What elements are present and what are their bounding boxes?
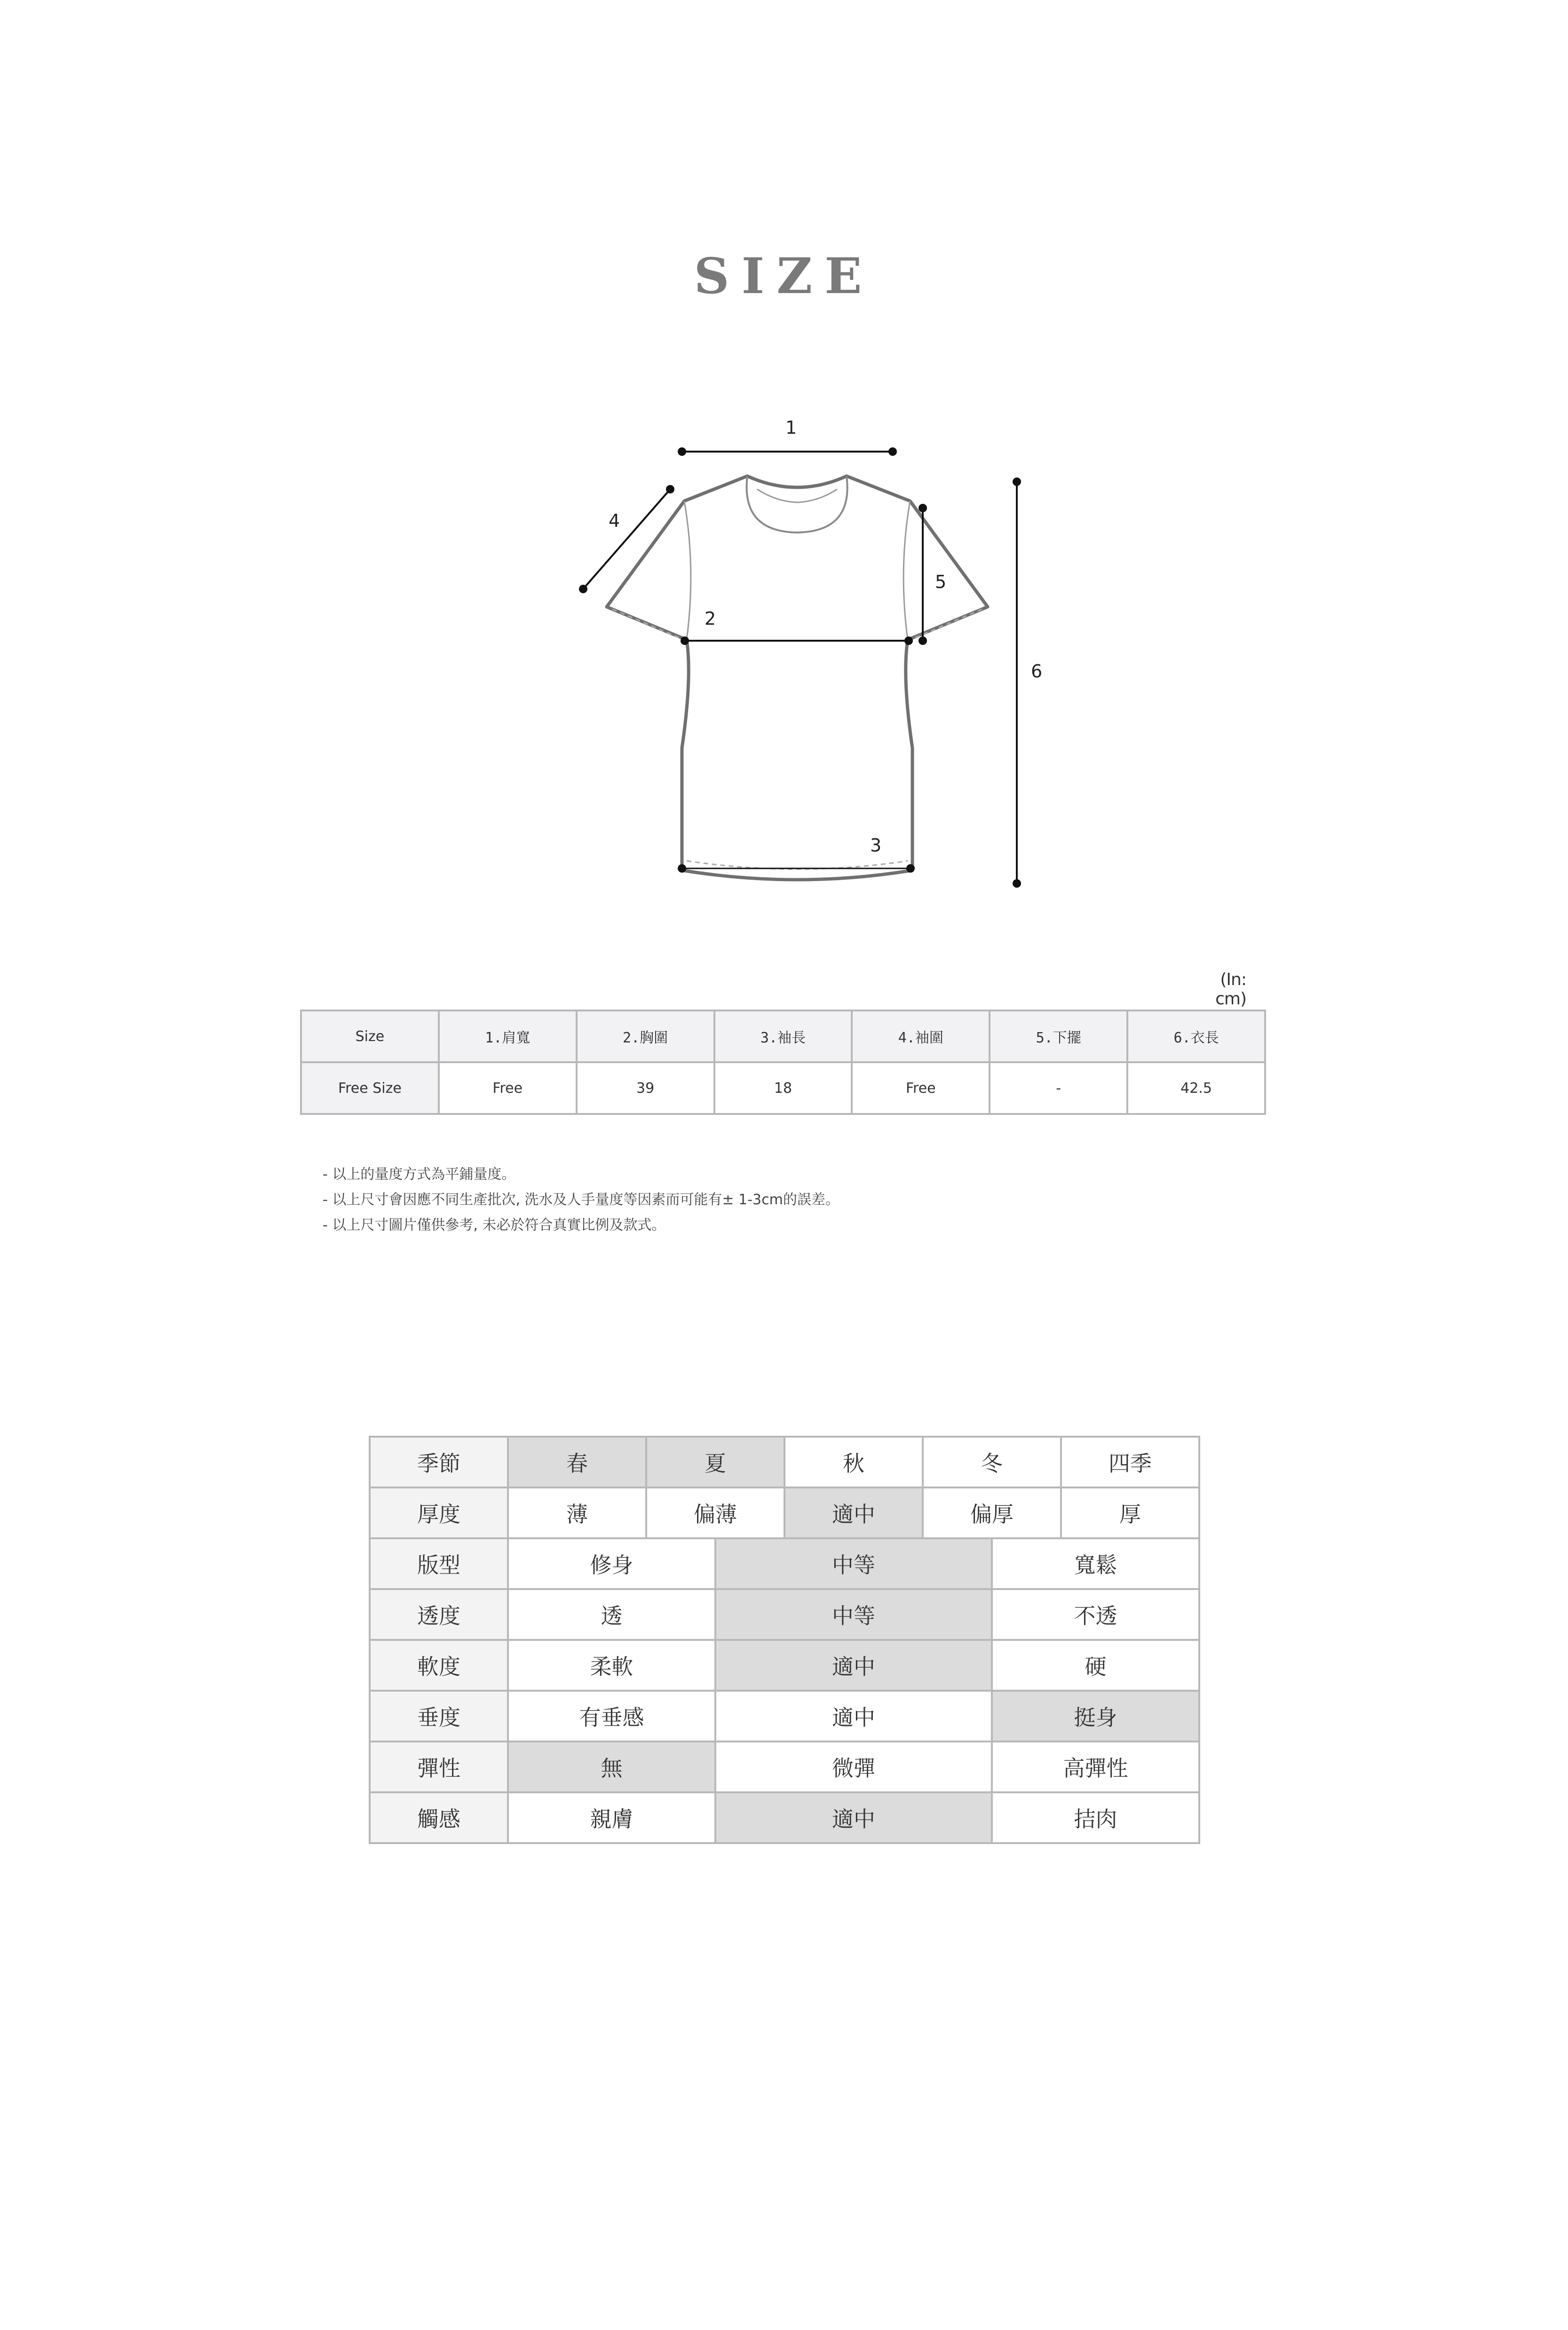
row-thickness (370, 1487, 1199, 1538)
row-softness (370, 1640, 1199, 1691)
size-table (300, 1010, 1266, 1115)
header-chest: 2.胸圍 (577, 1010, 714, 1062)
label-thickness: 厚度 (370, 1487, 508, 1538)
option-medium-soft: 適中 (715, 1640, 992, 1691)
option-regular: 中等 (715, 1538, 992, 1589)
measure-label-1: 1 (785, 417, 797, 438)
measure-label-4: 4 (609, 510, 620, 531)
cell-shoulder: Free (439, 1062, 577, 1114)
measure-label-6: 6 (1031, 661, 1043, 682)
cell-size: Free Size (301, 1062, 439, 1114)
unit-label: (In: cm) (1215, 970, 1246, 1009)
label-fit: 版型 (370, 1538, 508, 1589)
measure-label-3: 3 (870, 835, 882, 856)
option-sheer: 透 (508, 1589, 715, 1640)
option-slightly-thick: 偏厚 (923, 1487, 1061, 1538)
option-slight-stretch: 微彈 (715, 1742, 992, 1792)
option-soft: 柔軟 (508, 1640, 715, 1691)
cell-length: 42.5 (1127, 1062, 1265, 1114)
option-opaque: 不透 (992, 1589, 1199, 1640)
option-semi: 中等 (715, 1589, 992, 1640)
option-medium-drape: 適中 (715, 1691, 992, 1742)
row-fit (370, 1538, 1199, 1589)
option-high-stretch: 高彈性 (992, 1742, 1199, 1792)
option-slim: 修身 (508, 1538, 715, 1589)
collar-line (747, 476, 847, 533)
option-thick: 厚 (1061, 1487, 1199, 1538)
label-softness: 軟度 (370, 1640, 508, 1691)
option-summer: 夏 (646, 1437, 784, 1487)
option-spring: 春 (508, 1437, 646, 1487)
option-no-stretch: 無 (508, 1742, 715, 1792)
page-title: SIZE (694, 247, 874, 305)
label-transparency: 透度 (370, 1589, 508, 1640)
row-touch (370, 1792, 1199, 1843)
cell-sleeve-length: 18 (714, 1062, 852, 1114)
option-hard: 硬 (992, 1640, 1199, 1691)
option-medium: 適中 (784, 1487, 923, 1538)
sleeve-seam-left (684, 501, 691, 640)
tshirt-measurement-diagram (555, 414, 1072, 903)
option-medium-touch: 適中 (715, 1792, 992, 1843)
row-transparency (370, 1589, 1199, 1640)
tshirt-outline (607, 476, 988, 880)
cell-chest: 39 (577, 1062, 714, 1114)
label-touch: 觸感 (370, 1792, 508, 1843)
measure-label-2: 2 (705, 608, 716, 629)
label-drape: 垂度 (370, 1691, 508, 1742)
fabric-table (369, 1436, 1200, 1844)
note-line: - 以上尺寸圖片僅供參考, 未必於符合真實比例及款式。 (323, 1217, 666, 1233)
measure-label-5: 5 (935, 572, 947, 592)
option-slightly-thin: 偏薄 (646, 1487, 784, 1538)
option-itchy: 拮肉 (992, 1792, 1199, 1843)
option-skin-friendly: 親膚 (508, 1792, 715, 1843)
header-length: 6.衣長 (1127, 1010, 1265, 1062)
option-loose: 寬鬆 (992, 1538, 1199, 1589)
option-winter: 冬 (923, 1437, 1061, 1487)
notes (323, 1162, 839, 1238)
option-autumn: 秋 (784, 1437, 923, 1487)
header-sleeve-opening: 4.袖圍 (852, 1010, 990, 1062)
label-elasticity: 彈性 (370, 1742, 508, 1792)
option-structured: 挺身 (992, 1691, 1199, 1742)
cell-hem: - (990, 1062, 1127, 1114)
note-line: - 以上的量度方式為平鋪量度。 (323, 1166, 516, 1183)
row-season (370, 1437, 1199, 1487)
label-season: 季節 (370, 1437, 508, 1487)
cell-sleeve-opening: Free (852, 1062, 990, 1114)
note-line: - 以上尺寸會因應不同生產批次, 洗水及人手量度等因素而可能有± 1-3cm的誤差。 (323, 1192, 839, 1208)
sleeve-seam-right (903, 501, 910, 640)
header-size: Size (301, 1010, 439, 1062)
row-elasticity (370, 1742, 1199, 1792)
row-drape (370, 1691, 1199, 1742)
header-shoulder: 1.肩寬 (439, 1010, 577, 1062)
table-row (301, 1062, 1265, 1114)
header-hem: 5.下擺 (990, 1010, 1127, 1062)
option-thin: 薄 (508, 1487, 646, 1538)
size-table-header (301, 1010, 1265, 1062)
collar-rib (757, 489, 837, 502)
header-sleeve-length: 3.袖長 (714, 1010, 852, 1062)
option-drapey: 有垂感 (508, 1691, 715, 1742)
tshirt-svg (555, 414, 1072, 903)
option-all-seasons: 四季 (1061, 1437, 1199, 1487)
